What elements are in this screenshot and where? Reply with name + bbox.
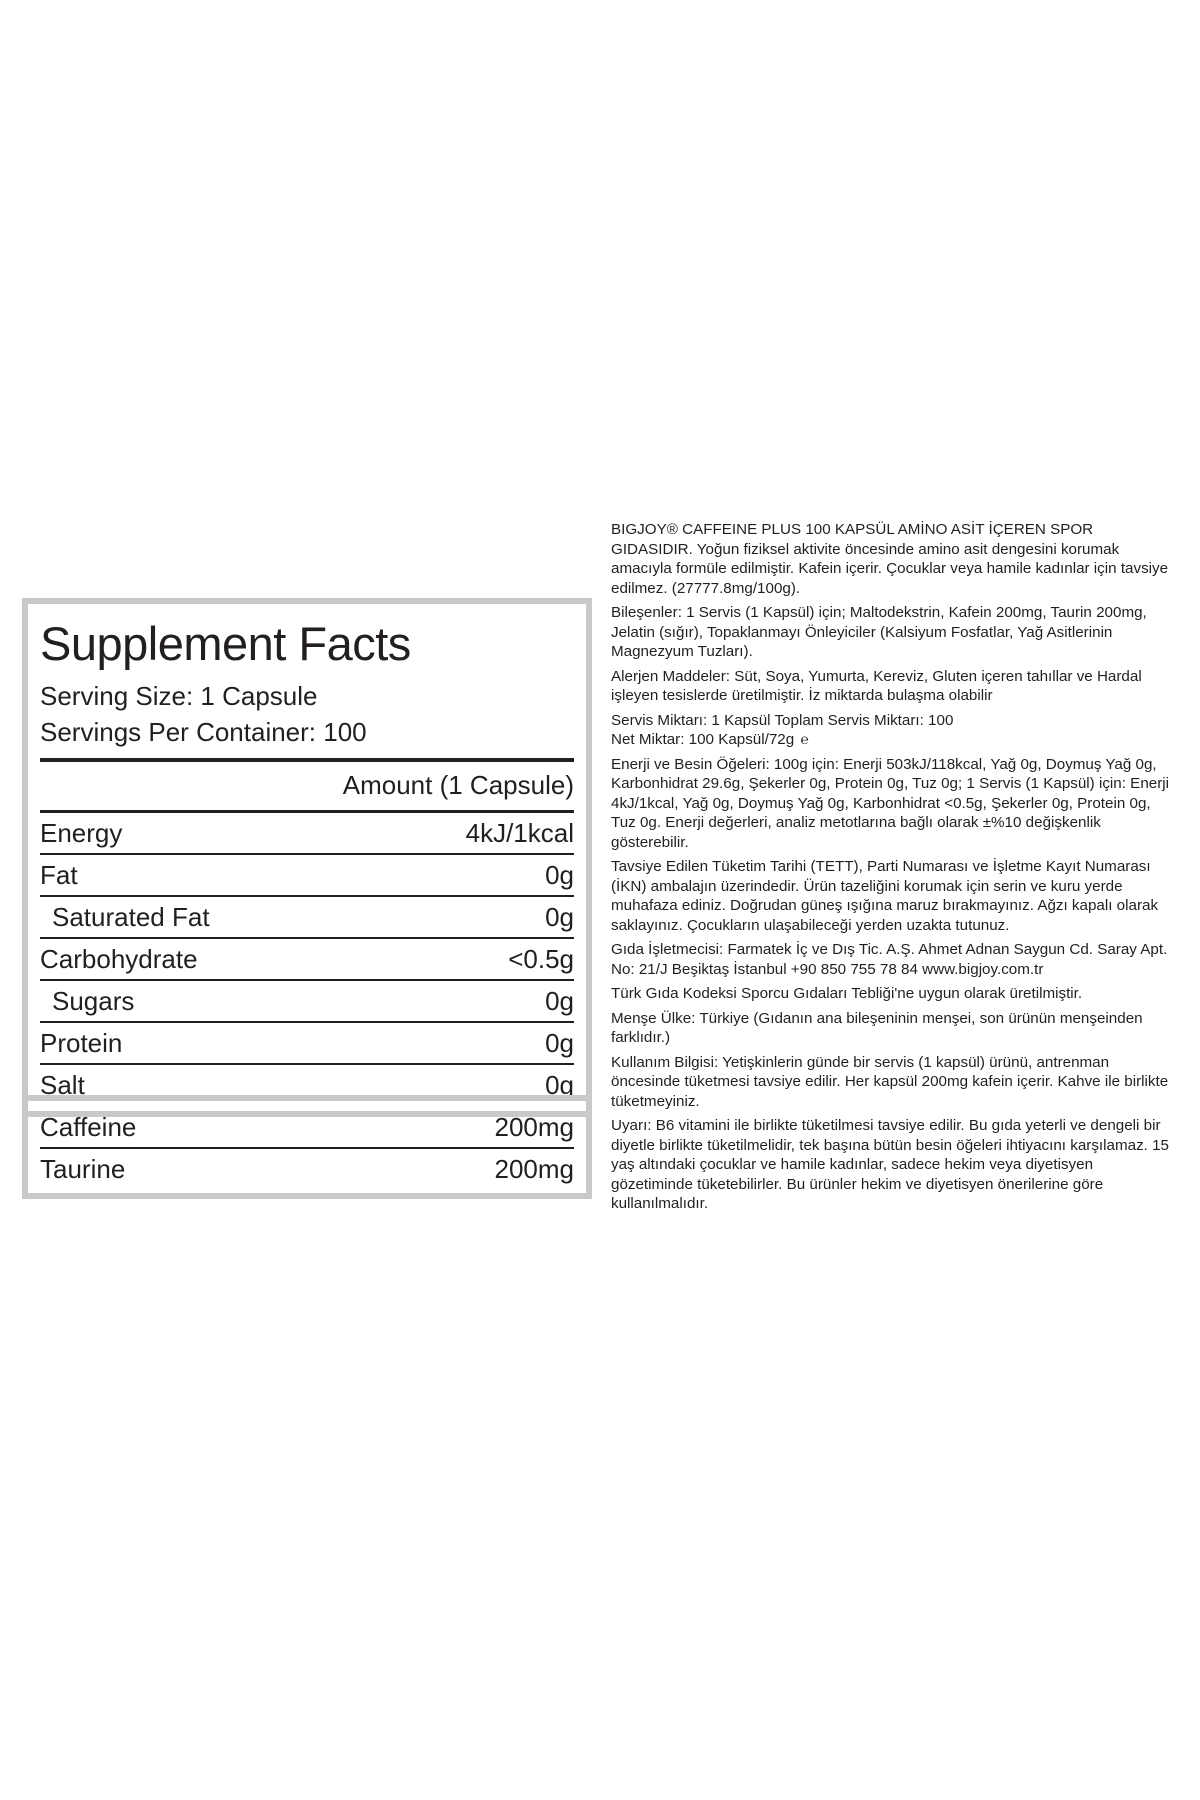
- nutrient-name: Carbohydrate: [40, 943, 198, 974]
- nutrient-value: 4kJ/1kcal: [465, 817, 574, 848]
- nutrient-row-saturated-fat: [40, 897, 574, 939]
- supplement-facts-panel: [22, 598, 592, 1117]
- nutrient-value: 0g: [545, 985, 574, 1016]
- origin-text: Menşe Ülke: Türkiye (Gıdanın ana bileşeninin menşei, son ürünün menşeinden farklıdır.): [611, 1009, 1143, 1046]
- active-value: 200mg: [494, 1153, 574, 1184]
- servings-per-container: Servings Per Container: 100: [40, 717, 367, 747]
- regulation-text: Türk Gıda Kodeksi Sporcu Gıdaları Tebliği'ne uygun olarak üretilmiştir.: [611, 985, 1083, 1002]
- nutrient-value: <0.5g: [508, 943, 574, 974]
- serving-size: Serving Size: 1 Capsule: [40, 681, 318, 711]
- nutrient-name: Protein: [40, 1027, 123, 1058]
- product-info-text: [611, 520, 1171, 1219]
- amount-header: Amount (1 Capsule): [342, 770, 574, 800]
- nutrient-name: Sugars: [52, 985, 135, 1016]
- active-name: Taurine: [40, 1153, 126, 1184]
- nutrient-row-fat: [40, 855, 574, 897]
- nutrient-value: 0g: [545, 1069, 574, 1100]
- active-value: 200mg: [494, 1111, 574, 1142]
- actives-panel: [22, 1095, 592, 1199]
- net-quantity: Net Miktar: 100 Kapsül/72g: [611, 731, 795, 748]
- usage-text: Kullanım Bilgisi: Yetişkinlerin günde bir servis (1 kapsül) ürünü, antrenman öncesinde tüketmesi tavsiye edilir. Her kapsül 200mg kafein içerir. Kahve ile birlikte tüketmeyiniz.: [611, 1053, 1169, 1110]
- warning-text: Uyarı: B6 vitamini ile birlikte tüketilmesi tavsiye edilir. Bu gıda yeterli ve dengeli bir diyetle birlikte tüketilmelidir, tek başına bütün besin öğeleri ihtiyacını karşılamaz. 15 yaş altındaki çocuklar ve hamile kadınlar, sadece hekim veya diyetisyen gözetiminde tüketebilirler. Bu ürünler hekim ve diyetisyen önerilerine göre kullanılmalıdır.: [611, 1117, 1169, 1212]
- nutrient-name: Salt: [40, 1069, 85, 1100]
- active-row-taurine: [40, 1149, 574, 1189]
- nutrient-row-energy: [40, 813, 574, 855]
- supplement-facts-title: Supplement Facts: [40, 617, 411, 670]
- nutrient-name: Saturated Fat: [52, 901, 210, 932]
- nutrient-name: Fat: [40, 859, 78, 890]
- nutrition-text: Enerji ve Besin Öğeleri: 100g için: Enerji 503kJ/118kcal, Yağ 0g, Doymuş Yağ 0g, Karbonhidrat 29.6g, Şekerler 0g, Protein 0g, Tuz 0g; 1 Servis (1 Kapsül) için: Enerji 4kJ/1kcal, Yağ 0g, Doymuş Yağ 0g, Karbonhidrat <0.5g, Şekerler 0g, Protein 0g, Tuz 0g. Enerji değerleri, analiz metotlarına bağlı olarak ±%10 değişkenlik gösterebilir.: [611, 755, 1170, 851]
- storage-text: Tavsiye Edilen Tüketim Tarihi (TETT), Parti Numarası ve İşletme Kayıt Numarası (İKN) ambalajın üzerindedir. Ürün tazeliğini korumak için serin ve kuru yerde muhafaza ediniz. Doğrudan güneş ışığına maruz bırakmayınız. Ağzı kapalı olarak saklayınız. Çocukların ulaşabileceği yerden uzakta tutunuz.: [611, 858, 1159, 934]
- product-description: BIGJOY® CAFFEINE PLUS 100 KAPSÜL AMİNO ASİT İÇEREN SPOR GIDASIDIR. Yoğun fiziksel aktivite öncesinde amino asit dengesini korumak amacıyla formüle edilmiştir. Kafein içerir. Çocuklar veya hamile kadınlar için tavsiye edilmez. (27777.8mg/100g).: [611, 521, 1169, 597]
- nutrient-value: 0g: [545, 859, 574, 890]
- nutrient-value: 0g: [545, 901, 574, 932]
- nutrient-value: 0g: [545, 1027, 574, 1058]
- nutrient-row-carbohydrate: [40, 939, 574, 981]
- serving-info-text: [611, 711, 1171, 750]
- nutrient-name: Energy: [40, 817, 123, 848]
- active-row-caffeine: [40, 1107, 574, 1149]
- active-name: Caffeine: [40, 1111, 137, 1142]
- nutrient-row-protein: [40, 1023, 574, 1065]
- nutrient-row-sugars: [40, 981, 574, 1023]
- estimated-sign-icon: ℮: [800, 731, 809, 747]
- operator-text: Gıda İşletmecisi: Farmatek İç ve Dış Tic. A.Ş. Ahmet Adnan Saygun Cd. Saray Apt. No: 21/J Beşiktaş İstanbul +90 850 755 78 84 www.bigjoy.com.tr: [611, 941, 1168, 978]
- serving-quantity: Servis Miktarı: 1 Kapsül Toplam Servis Miktarı: 100: [611, 711, 954, 729]
- ingredients-text: Bileşenler: 1 Servis (1 Kapsül) için; Maltodekstrin, Kafein 200mg, Taurin 200mg, Jelatin (sığır), Topaklanmayı Önleyiciler (Kalsiyum Fosfatlar, Yağ Asitlerinin Magnezyum Tuzları).: [611, 604, 1147, 660]
- allergens-text: Alerjen Maddeler: Süt, Soya, Yumurta, Kereviz, Gluten içeren tahıllar ve Hardal işleyen tesislerde üretilmiştir. İz miktarda bulaşma olabilir: [611, 667, 1142, 704]
